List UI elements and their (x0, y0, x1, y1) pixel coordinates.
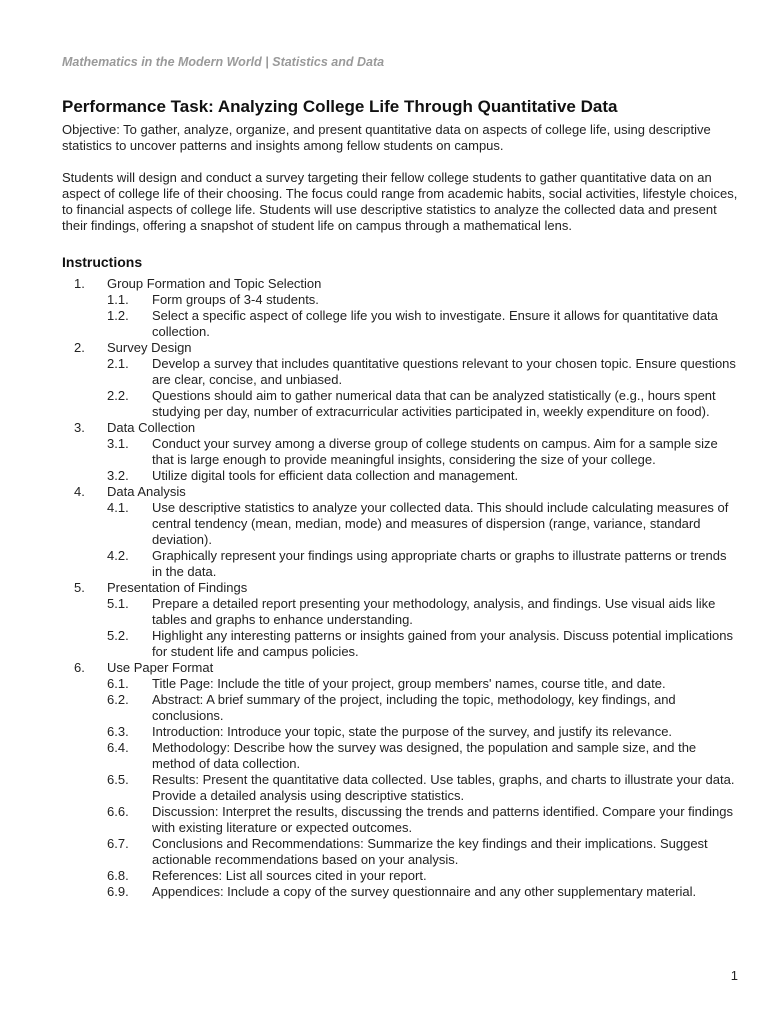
instruction-substep (62, 836, 742, 868)
instruction-substep (62, 308, 742, 340)
step-label: Presentation of Findings (107, 580, 248, 595)
substep-text: Use descriptive statistics to analyze your collected data. This should include calculating measures of central tendency (mean, median, mode) and measures of dispersion (range, variance, standard deviation). (152, 500, 729, 547)
substep-number: 6.6. (107, 804, 129, 819)
substep-number: 6.9. (107, 884, 129, 899)
substep-text: Results: Present the quantitative data collected. Use tables, graphs, and charts to illustrate your data. Provide a detailed analysis using descriptive statistics. (152, 772, 735, 803)
instruction-step (62, 580, 742, 660)
substep-number: 6.4. (107, 740, 129, 755)
substep-number: 6.1. (107, 676, 129, 691)
instruction-substep (62, 884, 742, 900)
substep-text: Abstract: A brief summary of the project, including the topic, methodology, key findings, and conclusions. (152, 692, 676, 723)
objective-paragraph: Objective: To gather, analyze, organize, and present quantitative data on aspects of college life, using descriptive statistics to uncover patterns and insights among fellow students on campus. (62, 122, 711, 153)
instruction-substep (62, 436, 742, 468)
instruction-substep (62, 676, 742, 692)
substep-text: Graphically represent your findings using appropriate charts or graphs to illustrate patterns or trends in the data. (152, 548, 727, 579)
instruction-substep (62, 596, 742, 628)
substep-text: Appendices: Include a copy of the survey questionnaire and any other supplementary material. (152, 884, 697, 899)
substep-list (62, 292, 742, 340)
substep-number: 6.2. (107, 692, 129, 707)
substep-text: Develop a survey that includes quantitative questions relevant to your chosen topic. Ensure questions are clear, concise, and unbiased. (152, 356, 736, 387)
instruction-substep (62, 692, 742, 724)
instruction-substep (62, 724, 742, 740)
substep-number: 1.2. (107, 308, 129, 323)
step-label: Data Analysis (107, 484, 186, 499)
substep-text: Conduct your survey among a diverse group of college students on campus. Aim for a sample size that is large enough to provide meaningful insights, considering the size of your college. (152, 436, 718, 467)
substep-text: Select a specific aspect of college life you wish to investigate. Ensure it allows for quantitative data collection. (152, 308, 718, 339)
substep-list (62, 500, 742, 580)
substep-number: 2.2. (107, 388, 129, 403)
step-number: 3. (74, 420, 85, 435)
substep-number: 4.1. (107, 500, 129, 515)
step-number: 6. (74, 660, 85, 675)
running-header: Mathematics in the Modern World | Statistics and Data (62, 55, 385, 69)
instruction-substep (62, 356, 742, 388)
instruction-substep (62, 628, 742, 660)
step-number: 4. (74, 484, 85, 499)
substep-number: 5.1. (107, 596, 129, 611)
substep-list (62, 596, 742, 660)
step-number: 2. (74, 340, 85, 355)
substep-number: 3.2. (107, 468, 129, 483)
substep-text: Introduction: Introduce your topic, state the purpose of the survey, and justify its relevance. (152, 724, 673, 739)
instruction-substep (62, 772, 742, 804)
substep-text: Title Page: Include the title of your project, group members' names, course title, and date. (152, 676, 666, 691)
instruction-substep (62, 548, 742, 580)
instruction-substep (62, 804, 742, 836)
substep-text: Highlight any interesting patterns or insights gained from your analysis. Discuss potential implications for student life and campus policies. (152, 628, 733, 659)
substep-number: 5.2. (107, 628, 129, 643)
document-page (62, 52, 742, 900)
instruction-step (62, 484, 742, 580)
substep-text: References: List all sources cited in your report. (152, 868, 427, 883)
substep-text: Utilize digital tools for efficient data collection and management. (152, 468, 519, 483)
substep-text: Prepare a detailed report presenting your methodology, analysis, and findings. Use visual aids like tables and graphs to enhance understanding. (152, 596, 716, 627)
instruction-step (62, 276, 742, 340)
substep-number: 4.2. (107, 548, 129, 563)
substep-text: Discussion: Interpret the results, discussing the trends and patterns identified. Compare your findings with existing literature or expected outcomes. (152, 804, 733, 835)
instruction-substep (62, 500, 742, 548)
instruction-substep (62, 388, 742, 420)
instruction-step (62, 420, 742, 484)
substep-number: 6.3. (107, 724, 129, 739)
step-label: Use Paper Format (107, 660, 214, 675)
instruction-substep (62, 468, 742, 484)
substep-list (62, 436, 742, 484)
substep-number: 6.7. (107, 836, 129, 851)
substep-number: 6.5. (107, 772, 129, 787)
substep-number: 1.1. (107, 292, 129, 307)
instructions-heading: Instructions (62, 254, 143, 270)
substep-text: Questions should aim to gather numerical data that can be analyzed statistically (e.g., hours spent studying per day, number of extracurricular activities participated in, weekly expenditure on food). (152, 388, 716, 419)
substep-list (62, 356, 742, 420)
substep-number: 2.1. (107, 356, 129, 371)
instructions-list (62, 276, 742, 900)
page-number: 1 (730, 968, 738, 983)
substep-number: 6.8. (107, 868, 129, 883)
substep-text: Conclusions and Recommendations: Summarize the key findings and their implications. Suggest actionable recommendations based on your analysis. (152, 836, 708, 867)
instruction-substep (62, 292, 742, 308)
step-label: Data Collection (107, 420, 196, 435)
step-label: Survey Design (107, 340, 192, 355)
step-number: 1. (74, 276, 85, 291)
substep-list (62, 676, 742, 900)
step-label: Group Formation and Topic Selection (107, 276, 322, 291)
substep-text: Form groups of 3-4 students. (152, 292, 319, 307)
instruction-step (62, 660, 742, 900)
instruction-substep (62, 740, 742, 772)
substep-number: 3.1. (107, 436, 129, 451)
substep-text: Methodology: Describe how the survey was designed, the population and sample size, and the method of data collection. (152, 740, 697, 771)
description-paragraph: Students will design and conduct a survey targeting their fellow college students to gather quantitative data on an aspect of college life of their choosing. The focus could range from academic habits, social activities, lifestyle choices, to financial aspects of college life. Students will use descriptive statistics to analyze the collected data and present their findings, offering a snapshot of student life on campus through a mathematical lens. (62, 170, 738, 233)
instruction-substep (62, 868, 742, 884)
step-number: 5. (74, 580, 85, 595)
page-title: Performance Task: Analyzing College Life Through Quantitative Data (62, 97, 618, 116)
instruction-step (62, 340, 742, 420)
